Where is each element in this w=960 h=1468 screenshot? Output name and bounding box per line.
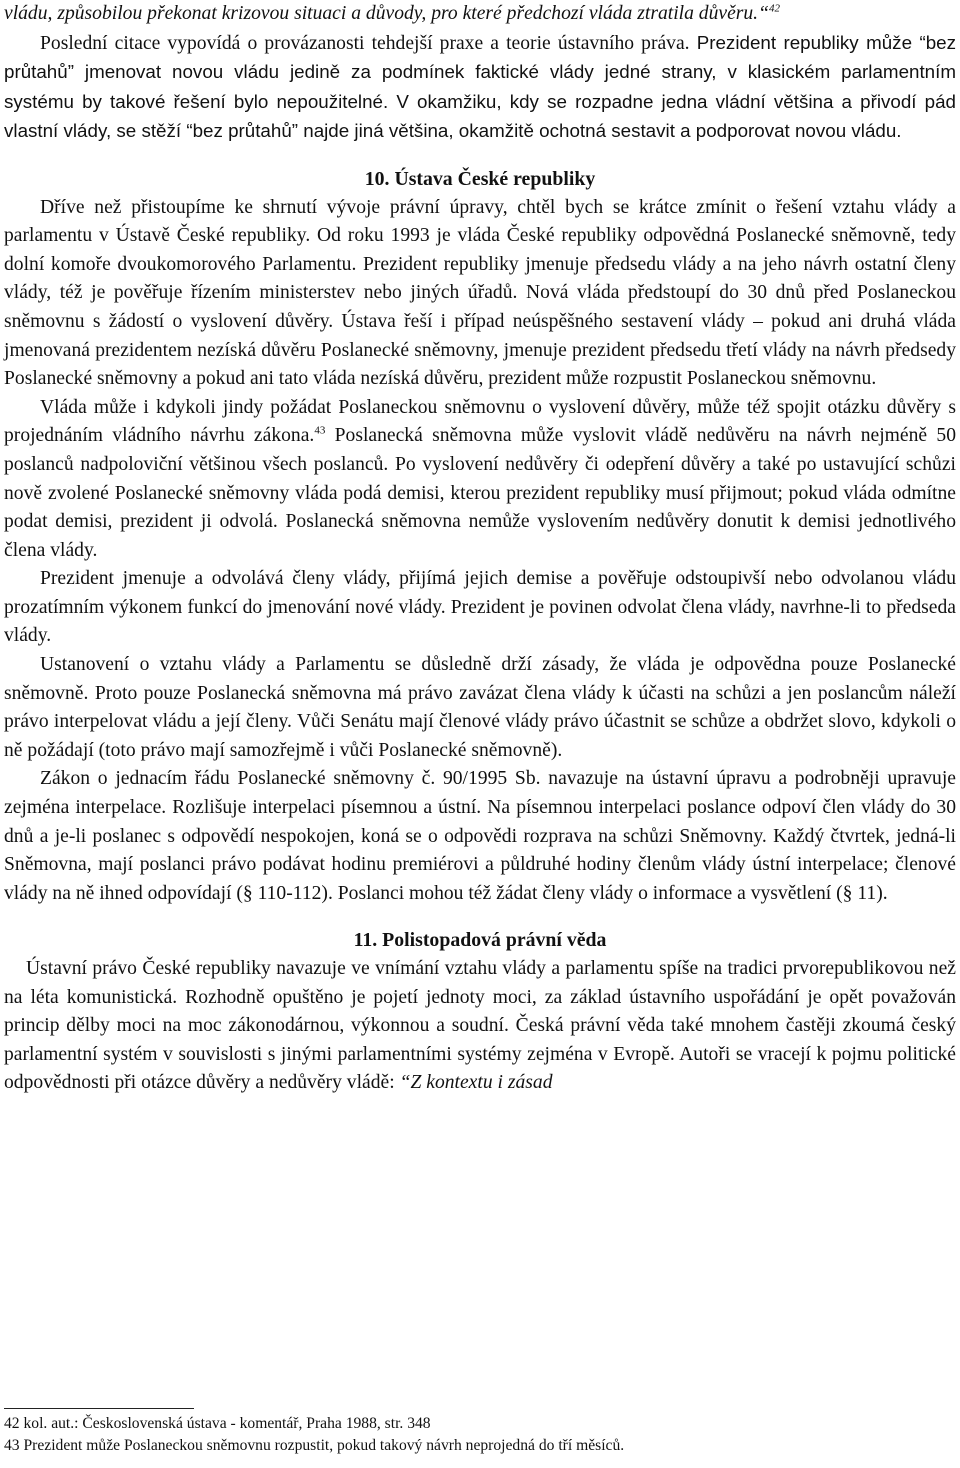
president-paragraph-part-1: Poslední citace vypovídá o provázanosti tehdejší praxe a teorie ústavního práva. — [40, 32, 690, 54]
section-10-paragraph-3: Prezident jmenuje a odvolává členy vlády, přijímá jejich demise a pověřuje odstoupivší nebo odvolanou vládu prozatímním výkonem funkcí do jmenování nové vlády. Prezident je povinen odvolat člena vlády, navrhne-li to předseda vlády. — [4, 568, 956, 647]
section-11-paragraph-1 — [4, 955, 956, 1098]
section-11-paragraph-1-text: Ústavní právo České republiky navazuje ve vnímání vztahu vlády a parlamentu spíše na tradici prvorepublikovou než na léta komunistická. Rozhodně opuštěno je pojetí jednoty moci, za základ ústavního uspořádání je opět považován princip dělby moci na moc zákonodárnou, výkonnou a soudní. Česká právní věda také mnohem častěji zkoumá český parlamentní systém v souvislosti s jinými parlamentními systémy zejména v Evropě. Autoři se vracejí k pojmu politické odpovědnosti při otázce důvěry a nedůvěry vládě: — [4, 958, 956, 1094]
section-10-paragraph-5: Zákon o jednacím řádu Poslanecké sněmovny č. 90/1995 Sb. navazuje na ústavní úpravu a podrobněji upravuje zejména interpelace. Rozlišuje interpelaci písemnou a ústní. Na písemnou interpelaci poslance odpoví člen vlády do 30 dnů a je-li poslanec s odpovědí nespokojen, koná se o odpovědi rozprava na schůzi Sněmovny. Každý čtvrtek, jedná-li Sněmovna, mají poslanci právo podávat hodinu premiérovi a půldruhé hodiny členům vlády ústní interpelace; členové vlády na ně ihned odpovídají (§ 110-112). Poslanci mohou též žádat členy vlády o informace a vysvětlení (§ 11). — [4, 768, 956, 904]
section-10-paragraph-2 — [4, 394, 956, 566]
carry-over-text: vládu, způsobilou překonat krizovou situaci a důvody, pro které předchozí vláda ztratila důvěru.“ — [4, 3, 769, 24]
section-11-quote-start: “Z kontextu i zásad — [399, 1072, 553, 1094]
section-10-paragraph-2-start: Vláda může i kdykoli jindy požádat Poslaneckou sněmovnu o vyslovení důvěry, může též spojit otázku důvěry s projednáním vládního návrhu zákona. — [4, 396, 956, 447]
carry-over-paragraph — [4, 0, 956, 29]
president-paragraph — [4, 29, 956, 147]
section-10-paragraph-2-end: Poslanecká sněmovna může vyslovit vládě nedůvěru na návrh nejméně 50 poslanců nadpoloviční většinou všech poslanců. Po vyslovení nedůvěry či odepření důvěry a také po ustavující schůzi nově zvolené Poslanecké sněmovny vláda podá demisi, kterou prezident republiky musí přijmout; pokud vláda odmítne podat demisi, prezident ji odvolá. Poslanecká sněmovna nemůže vyslovením nedůvěry donutit k demisi jednotlivého člena vlády. — [4, 425, 956, 561]
footnote-ref-42: 42 — [768, 2, 780, 15]
footnote-ref-43: 43 — [314, 424, 326, 437]
footnote-separator — [4, 1408, 194, 1409]
section-11-heading: 11. Polistopadová právní věda — [353, 929, 607, 952]
section-10-paragraph-1: Dříve než přistoupíme ke shrnutí vývoje právní úpravy, chtěl bych se krátce zmínit o řešení vztahu vlády a parlamentu v Ústavě České republiky. Od roku 1993 je vláda České republiky odpovědná Poslanecké sněmovně, tedy dolní komoře dvoukomorového Parlamentu. Prezident republiky jmenuje předsedu vlády a na jeho návrh ostatní členy vlády, též je pověřuje řízením ministerstev nebo jiných úřadů. Nová vláda předstoupí do 30 dnů před Poslaneckou sněmovnu s žádostí o vyslovení důvěry. Ústava řeší i případ neúspěšného sestavení vlády – pokud ani druhá vláda jmenovaná prezidentem nezíská důvěru Poslanecké sněmovny, jmenuje prezident předsedu třetí vlády na návrh předsedy Poslanecké sněmovny a pokud ani tato vláda nezíská důvěru, prezident může rozpustit Poslaneckou sněmovnu. — [4, 196, 956, 390]
president-paragraph-part-2: Prezident republiky může “bez průtahů” jmenovat novou vládu jedině za podmínek faktické vlády jedné strany, v klasickém parlamentním systému by takové řešení bylo nepoužitelné. V okamžiku, kdy se rozpadne jedna vládní většina a přivodí pád vlastní vlády, se stěží “bez průtahů” najde jiná většina, okamžitě ochotná sestavit a podporovat novou vládu. — [4, 31, 956, 142]
footnote-42: 42 kol. aut.: Československá ústava - komentář, Praha 1988, str. 348 — [4, 1415, 431, 1432]
footnote-43: 43 Prezident může Poslaneckou sněmovnu rozpustit, pokud takový návrh neprojedná do tří měsíců. — [4, 1437, 625, 1454]
section-10-paragraph-4: Ustanovení o vztahu vlády a Parlamentu se důsledně drží zásady, že vláda je odpovědna pouze Poslanecké sněmovně. Proto pouze Poslanecká sněmovna má právo zavázat člena vlády k účasti na schůzi a jen poslancům náleží právo interpelovat vládu a její členy. Vůči Senátu mají členové vlády právo účastnit se schůze a obdržet slovo, kdykoli o ně požádají (toto právo mají samozřejmě i vůči Poslanecké sněmovně). — [4, 654, 956, 761]
section-10-heading: 10. Ústava České republiky — [364, 167, 596, 190]
footnotes — [4, 1413, 624, 1457]
